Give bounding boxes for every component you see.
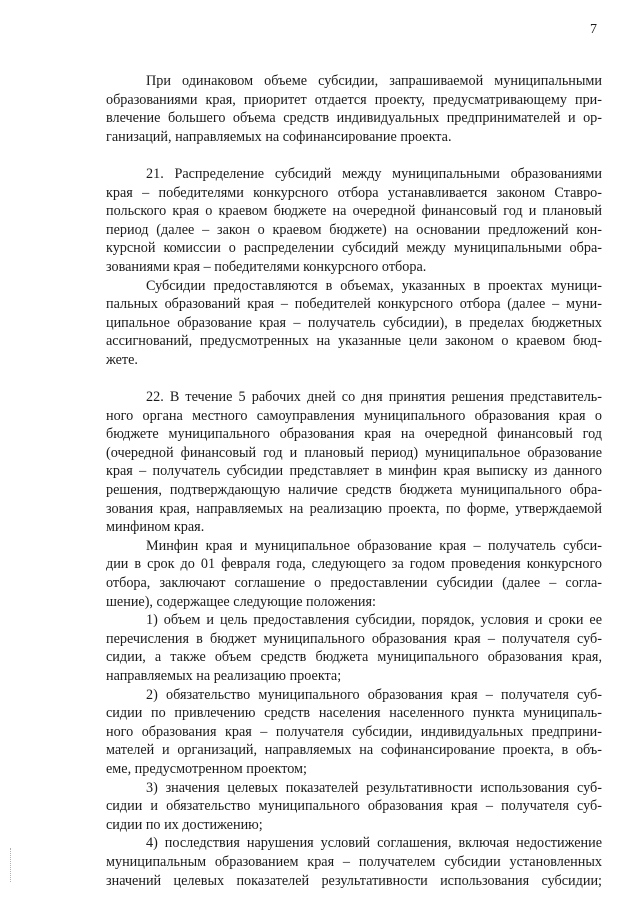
paragraph xyxy=(106,537,602,611)
text-line: отбора, заключают соглашение о предоставлении субсидии (далее – согла- xyxy=(106,575,602,592)
text-line: дии в срок до 01 февраля года, следующего за годом проведения конкурсного xyxy=(106,556,602,573)
paragraph xyxy=(106,388,602,537)
paragraph-gap xyxy=(106,370,602,389)
text-line: перечисления в бюджет муниципального образования края – получателя суб- xyxy=(106,630,602,647)
paragraph xyxy=(106,834,602,890)
text-line: 22. В течение 5 рабочих дней со дня принятия решения представитель- xyxy=(146,389,602,406)
paragraph xyxy=(106,277,602,370)
text-line: (очередной финансовый год и плановый период) муниципальное образование xyxy=(106,444,602,461)
text-line: ганизаций, направляемых на софинансирование проекта. xyxy=(106,128,452,145)
paragraph xyxy=(106,72,602,146)
text-line: зованиями края – победителями конкурсного отбора. xyxy=(106,258,427,275)
text-line: жете. xyxy=(106,351,138,368)
page-number: 7 xyxy=(590,22,597,37)
text-line: сидии и обязательство муниципального образования края – получателя суб- xyxy=(106,798,602,815)
text-line: влечение большего объема средств индивидуальных предпринимателей и ор- xyxy=(106,110,602,127)
text-line: бюджете муниципального образования края на очередной финансовый год xyxy=(106,426,602,443)
margin-scan-mark xyxy=(10,848,13,882)
text-line: ного образования края – получателя субсидии, индивидуальных предприни- xyxy=(106,723,602,740)
text-line: пальных образований края – победителей конкурсного отбора (далее – муни- xyxy=(106,296,602,313)
paragraph xyxy=(106,779,602,835)
text-line: 21. Распределение субсидий между муниципальными образованиями xyxy=(146,165,602,182)
paragraph xyxy=(106,686,602,779)
text-line: решения, подтверждающую наличие средств бюджета муниципального обра- xyxy=(106,482,602,499)
text-line: Субсидии предоставляются в объемах, указанных в проектах муници- xyxy=(146,277,602,294)
text-line: 1) объем и цель предоставления субсидии, порядок, условия и сроки ее xyxy=(146,612,602,629)
paragraph xyxy=(106,165,602,277)
text-line: шение), содержащее следующие положения: xyxy=(106,593,376,610)
text-line: минфином края. xyxy=(106,519,205,536)
text-line: сидии по привлечению средств населения населенного пункта муниципаль- xyxy=(106,705,602,722)
text-line: ципальное образование края – получатель субсидии), в пределах бюджетных xyxy=(106,314,602,331)
text-line: значений целевых показателей результативности использования субсидии; xyxy=(106,872,602,889)
text-line: При одинаковом объеме субсидии, запрашиваемой муниципальными xyxy=(146,73,602,89)
text-line: 3) значения целевых показателей результативности использования суб- xyxy=(146,779,602,796)
text-line: ного органа местного самоуправления муниципального образования края о xyxy=(106,407,602,424)
text-line: курсной комиссии о распределении субсидий между муниципальными обра- xyxy=(106,240,602,257)
text-line: период (далее – закон о краевом бюджете) на основании предложений кон- xyxy=(106,221,602,238)
text-line: зования края, направляемых на реализацию проекта, по форме, утверждаемой xyxy=(106,500,602,517)
text-line: сидии по их достижению; xyxy=(106,816,263,833)
text-line: мателей и организаций, направляемых на софинансирование проекта, в объ- xyxy=(106,742,602,759)
text-line: образованиями края, приоритет отдается проекту, предусматривающему при- xyxy=(106,91,602,108)
paragraph xyxy=(106,611,602,685)
text-line: края – получатель субсидии представляет в минфин края выписку из данного xyxy=(106,463,602,480)
document-body xyxy=(106,72,602,890)
text-line: 2) обязательство муниципального образования края – получателя суб- xyxy=(146,686,602,703)
text-line: направляемых на реализацию проекта; xyxy=(106,668,342,684)
text-line: еме, предусмотренном проектом; xyxy=(106,760,307,777)
text-line: сидии, а также объем средств бюджета муниципального образования края, xyxy=(106,649,602,666)
text-line: ассигнований, предусмотренных на указанные цели законом о краевом бюд- xyxy=(106,333,602,350)
paragraph-gap xyxy=(106,146,602,165)
text-line: края – победителями конкурсного отбора устанавливается законом Ставро- xyxy=(106,184,602,201)
text-line: Минфин края и муниципальное образование края – получатель субси- xyxy=(146,537,602,554)
text-line: 4) последствия нарушения условий соглашения, включая недостижение xyxy=(146,835,602,852)
text-line: муниципальным образованием края – получателем субсидии установленных xyxy=(106,853,602,870)
text-line: польского края о краевом бюджете на очередной финансовый год и плановый xyxy=(106,203,602,220)
